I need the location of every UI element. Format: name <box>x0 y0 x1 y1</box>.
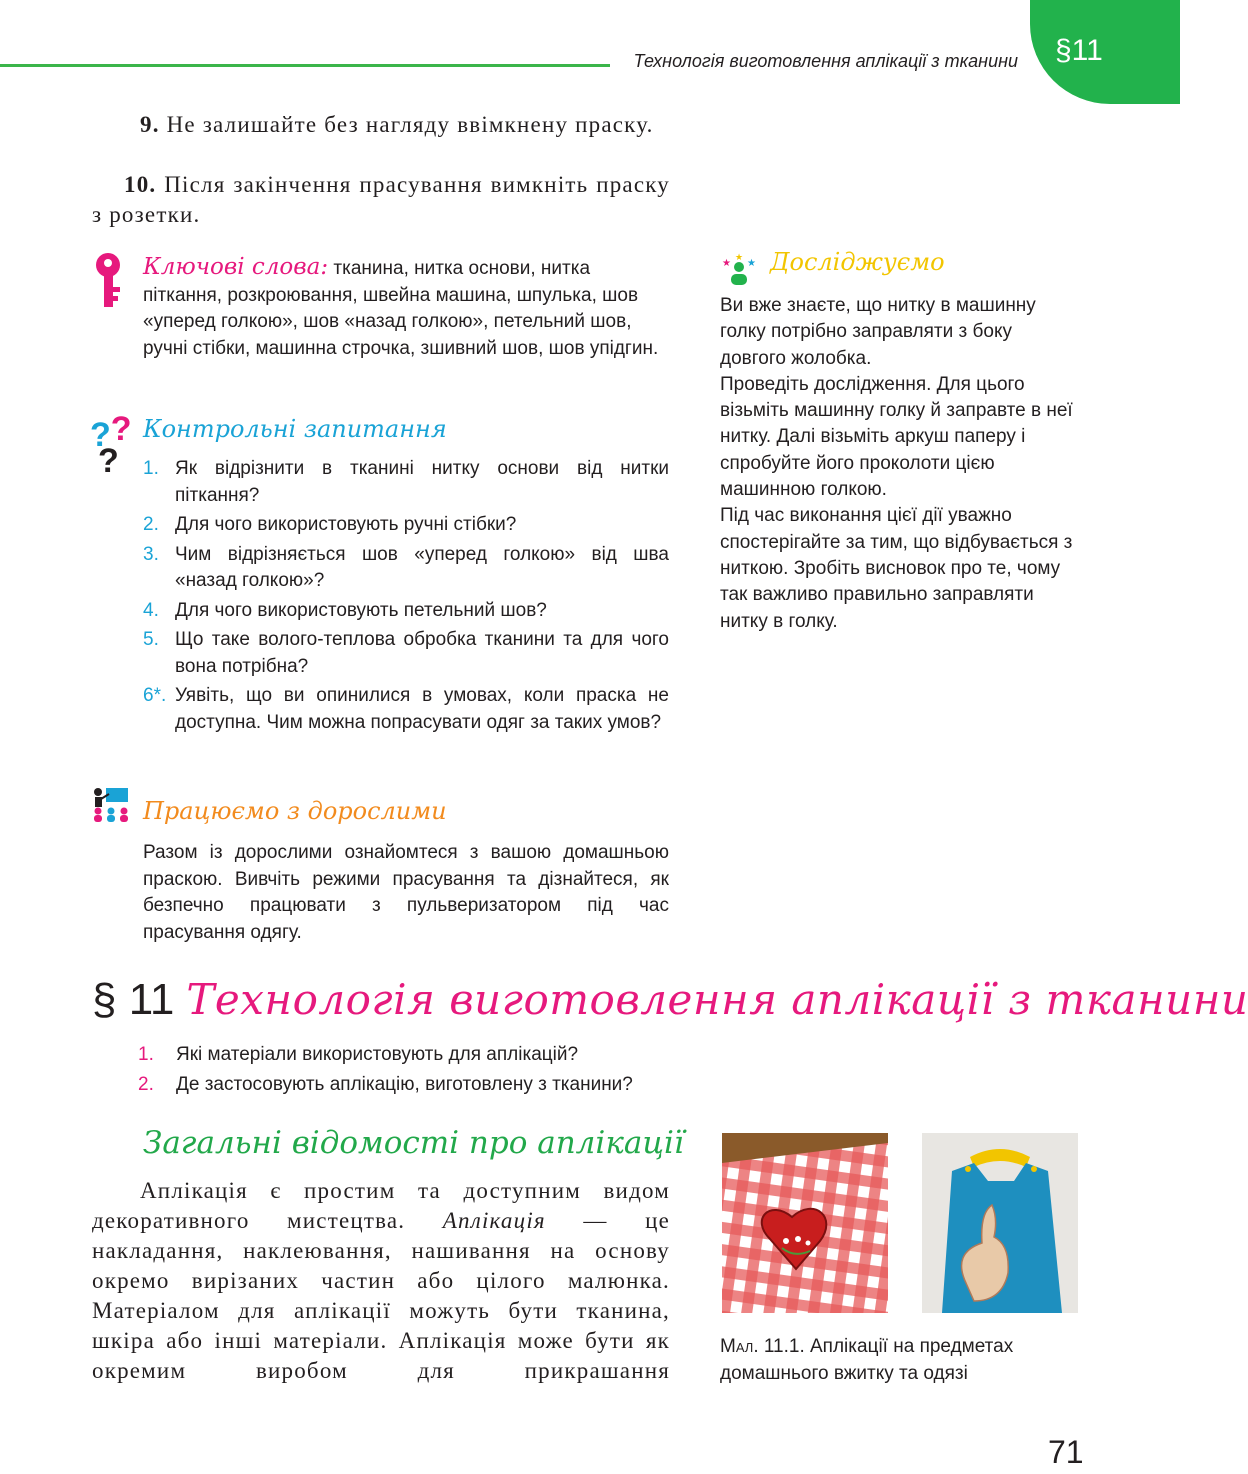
research-text <box>720 293 1080 635</box>
term-applique: Аплікація <box>442 1208 546 1233</box>
research-heading: Досліджуємо <box>770 248 945 276</box>
keywords-text: тканина, нитка основи, нитка піткання, розкроювання, швейна машина, шпулька, шов «уперед голкою», шов «назад голкою», петельний шов, ручні стібки, машинна строчка, зшивний шов, шов упідгин. <box>143 258 659 359</box>
research-paragraph: Ви вже знаєте, що нитку в машинну голку потрібно заправляти з боку довгого жолобка. <box>720 295 1036 369</box>
question-marks-icon: ?? ? <box>90 410 132 480</box>
gingham-tablecloth-photo <box>722 1133 888 1313</box>
general-info-heading: Загальні відомості про аплікації <box>143 1125 684 1161</box>
work-with-adults-text: Разом із дорослими ознайомтеся з вашою домашньою праскою. Вивчіть режими прасування та дізнайтеся, як безпечно працювати з пульверизатором під час прасування одягу. <box>143 842 669 943</box>
list-item: 3. Чим відрізняється шов «уперед голкою» від шва «назад голкою»? <box>143 543 669 591</box>
research-paragraph: Під час виконання цієї дії уважно спостерігайте за тим, що відбувається з ниткою. Зробіть висновок про те, чому так важливо правильно заправляти нитку в голку. <box>720 505 1073 632</box>
keywords-label: Ключові слова: <box>143 254 329 280</box>
svg-text:★: ★ <box>722 258 731 269</box>
people-at-board-icon <box>90 786 132 824</box>
list-item: 2. Для чого використовують ручні стібки? <box>143 514 517 535</box>
general-info-text: Аплікація є простим та доступним видом декоративного мистецтва. Аплікація — це накладання, наклеювання, нашивання на основу окремо вирізаних частин або цілого малюнка. Матеріалом для аплікації можуть бути тканина, шкіра або інші матеріали. Аплікація може бути як окремим виробом для прикрашання <box>92 1178 670 1383</box>
intro-questions-list <box>138 1040 633 1100</box>
header-rule <box>0 64 610 67</box>
list-item: 4. Для чого використовують петельний шов? <box>143 599 547 621</box>
list-item: 5. Що таке волого-теплова обробка тканини та для чого вона потрібна? <box>143 629 669 677</box>
safety-rule-10: 10. Після закінчення прасування вимкніть праску з розетки. <box>92 172 670 227</box>
control-questions-heading: Контрольні запитання <box>143 415 447 443</box>
svg-text:★: ★ <box>747 258 756 269</box>
section-title <box>92 975 1248 1025</box>
section-number: § 11 <box>92 975 175 1024</box>
list-item: 1. Які матеріали використовують для аплікацій? <box>138 1044 579 1065</box>
section-corner-badge <box>1030 0 1180 104</box>
keywords-block <box>143 254 668 362</box>
researcher-stars-icon <box>720 252 758 286</box>
svg-text:★: ★ <box>735 252 744 262</box>
research-paragraph: Проведіть дослідження. Для цього візьміть машинну голку й заправте в неї нитку. Далі візьміть аркуш паперу і спробуйте його проколоти цією машинною голкою. <box>720 373 1073 501</box>
page-number: 71 <box>1048 1434 1084 1470</box>
running-header: Технологія виготовлення аплікації з тканини <box>633 51 1018 71</box>
section-name: Технологія виготовлення аплікації з тканини <box>186 975 1248 1024</box>
kids-dress-photo <box>922 1133 1078 1313</box>
figure-caption: Мал. 11.1. Аплікації на предметах домашнього вжитку та одязі <box>720 1336 1014 1384</box>
list-item: 2. Де застосовують аплікацію, виготовлену з тканини? <box>138 1074 633 1095</box>
safety-rule-9: 9. Не залишайте без нагляду ввімкнену праску. <box>140 112 654 137</box>
key-icon <box>92 251 132 311</box>
list-item: 1. Як відрізнити в тканині нитку основи від нитки піткання? <box>143 458 669 506</box>
list-item: 6*. Уявіть, що ви опинилися в умовах, коли праска не доступна. Чим можна попрасувати одяг за таких умов? <box>143 685 669 733</box>
section-corner-label: §11 <box>1055 34 1103 67</box>
work-with-adults-heading: Працюємо з дорослими <box>143 797 447 825</box>
figure-label: Мал. 11.1. <box>720 1336 805 1357</box>
control-questions-list <box>143 456 669 739</box>
